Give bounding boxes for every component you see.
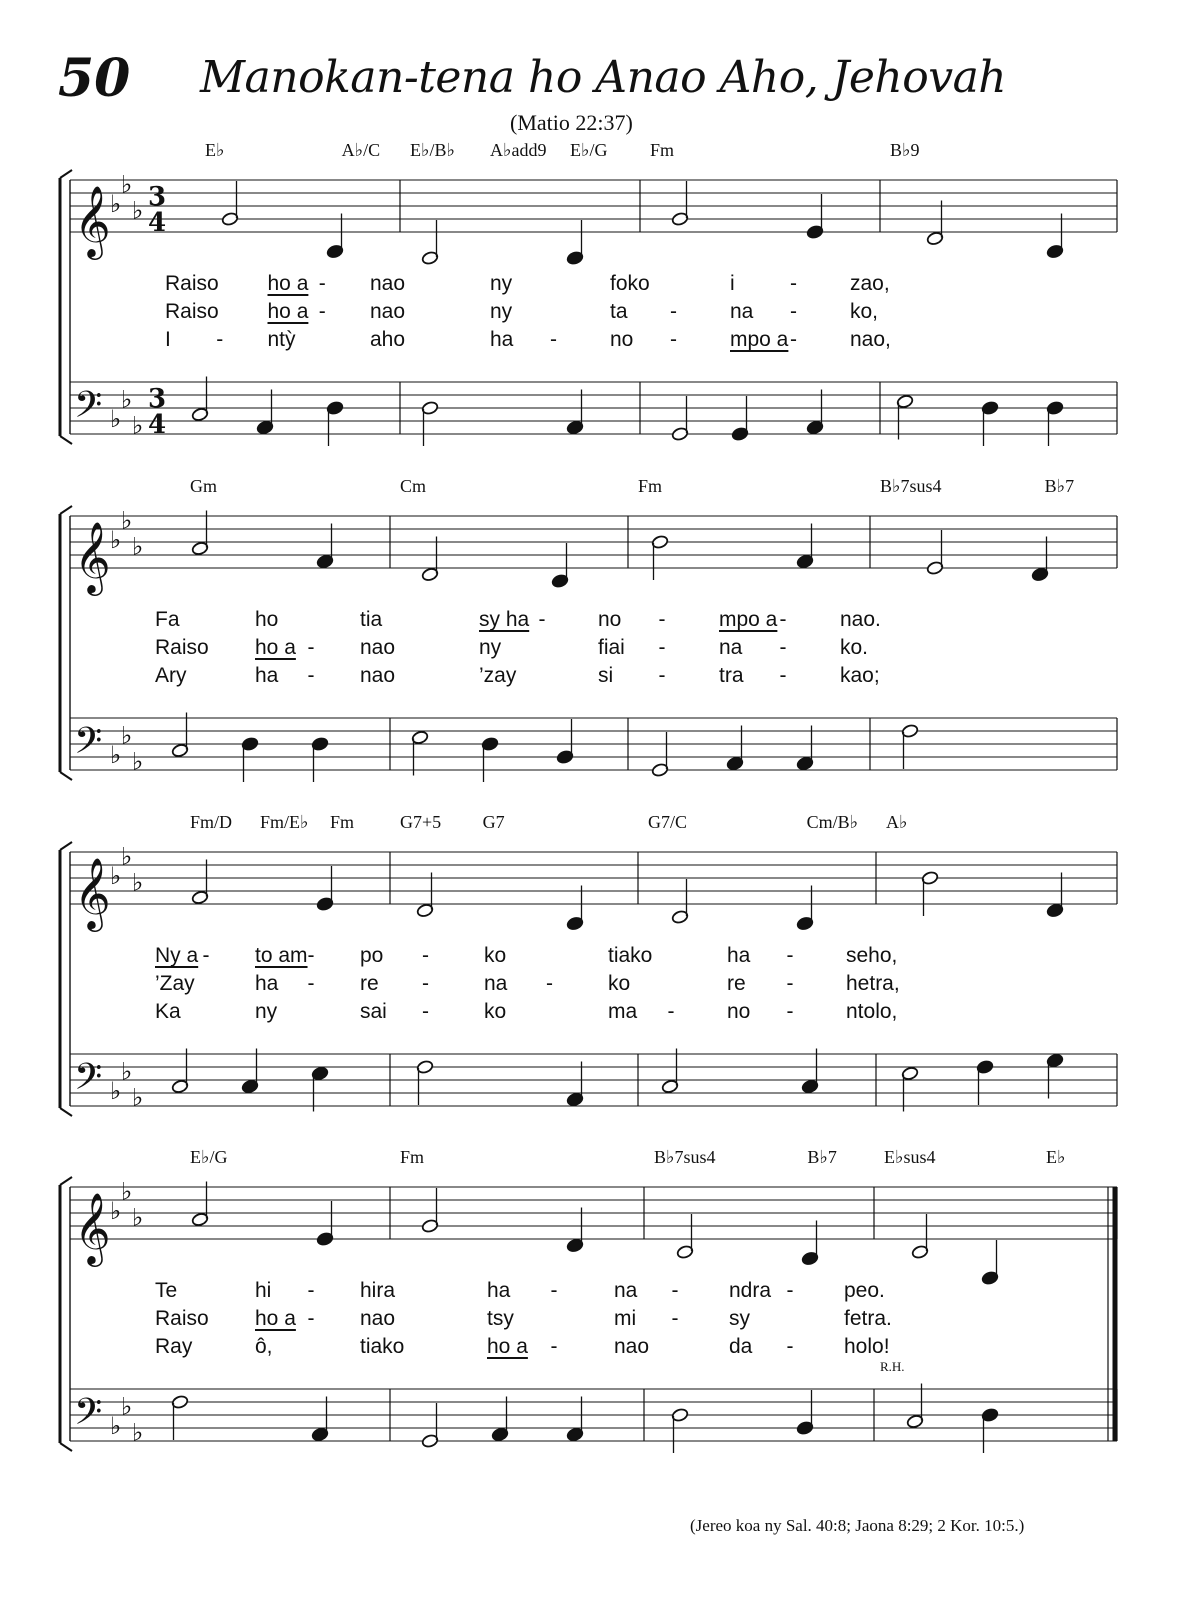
flat-sign: ♭ xyxy=(132,1083,144,1112)
lyric-syllable: - xyxy=(216,328,224,351)
lyric-syllable: - xyxy=(658,664,666,687)
chord-symbol: A♭add9 xyxy=(490,140,547,160)
lyric-syllable: - xyxy=(307,1307,315,1330)
lyric-syllable: tiako xyxy=(360,1335,405,1358)
bass-clef-icon: 𝄢 xyxy=(74,1056,103,1107)
lyric-syllable: peo. xyxy=(844,1279,885,1302)
flat-sign: ♭ xyxy=(121,385,133,414)
lyric-syllable: - xyxy=(790,328,797,351)
lyric-syllable: hira xyxy=(360,1279,396,1302)
lyric-syllable: nao xyxy=(614,1335,650,1358)
chord-symbol: Cm xyxy=(400,476,427,496)
lyric-syllable: ho a xyxy=(255,1307,296,1330)
lyric-syllable: ko xyxy=(484,1000,507,1023)
lyric-syllable: - xyxy=(538,608,546,631)
lyric-syllable: ntỳ xyxy=(267,328,296,351)
lyric-syllable: na xyxy=(484,972,508,995)
lyric-syllable: - xyxy=(670,300,677,323)
system-bracket xyxy=(60,772,72,780)
lyric-syllable: kao; xyxy=(840,664,880,687)
flat-sign: ♭ xyxy=(110,405,122,433)
lyric-syllable: - xyxy=(550,328,557,351)
system-bracket xyxy=(60,436,72,444)
lyric-syllable: - xyxy=(779,608,787,631)
lyric-syllable: ho a xyxy=(255,636,296,659)
system-bracket xyxy=(60,506,72,514)
lyric-syllable: - xyxy=(786,1335,794,1358)
lyric-syllable: Te xyxy=(155,1279,178,1302)
lyric-syllable: ho a xyxy=(487,1335,528,1358)
song-number: 50 xyxy=(58,48,131,109)
lyric-syllable: Ary xyxy=(155,664,187,687)
lyric-syllable: - xyxy=(307,664,315,687)
lyric-syllable: - xyxy=(790,272,797,295)
lyric-syllable: si xyxy=(598,664,614,687)
lyric-syllable: hetra, xyxy=(846,972,900,995)
lyric-syllable: ndra xyxy=(729,1279,772,1302)
flat-sign: ♭ xyxy=(110,741,122,769)
chord-symbol: E♭/G xyxy=(570,140,608,160)
lyric-syllable: ko xyxy=(608,972,631,995)
lyric-syllable: nao xyxy=(360,636,396,659)
lyric-syllable: ho a xyxy=(267,300,309,323)
lyric-syllable: sy ha xyxy=(479,608,530,631)
chord-symbol: G7+5 xyxy=(400,812,442,832)
chord-symbol: B♭7 xyxy=(1044,476,1075,496)
lyric-syllable: no xyxy=(598,608,622,631)
lyric-syllable: - xyxy=(790,300,797,323)
lyric-syllable: ma xyxy=(608,1000,638,1023)
chord-symbol: B♭9 xyxy=(890,140,920,160)
flat-sign: ♭ xyxy=(110,1077,122,1105)
chord-symbol: E♭ xyxy=(205,140,225,160)
lyric-syllable: ’zay xyxy=(479,664,517,687)
chord-symbol: Fm xyxy=(400,1147,425,1167)
chord-symbol: Fm xyxy=(638,476,663,496)
system-bracket xyxy=(60,1108,72,1116)
lyric-syllable: ha xyxy=(490,328,514,351)
lyric-syllable: - xyxy=(318,300,326,323)
lyric-syllable: mi xyxy=(614,1307,637,1330)
lyric-syllable: nao xyxy=(370,300,406,323)
lyric-syllable: - xyxy=(422,972,429,995)
flat-sign: ♭ xyxy=(121,170,133,199)
lyric-syllable: aho xyxy=(370,328,406,351)
bass-clef-icon: 𝄢 xyxy=(74,1391,103,1442)
lyric-syllable: - xyxy=(307,636,315,659)
chord-symbol: Fm/E♭ xyxy=(260,812,309,832)
lyric-syllable: ha xyxy=(255,972,279,995)
lyric-syllable: ny xyxy=(255,1000,278,1023)
song-title: Manokan-tena ho Anao Aho, Jehovah xyxy=(200,52,1007,103)
lyric-syllable: ko, xyxy=(850,300,879,323)
time-signature-top: 3 xyxy=(148,384,167,414)
treble-clef-icon: 𝄞 xyxy=(74,520,111,593)
lyric-syllable: no xyxy=(610,328,634,351)
lyric-syllable: hi xyxy=(255,1279,272,1302)
flat-sign: ♭ xyxy=(121,506,133,535)
flat-sign: ♭ xyxy=(110,526,122,554)
lyric-syllable: nao. xyxy=(840,608,881,631)
lyric-syllable: sy xyxy=(729,1307,750,1330)
lyric-syllable: mpo a xyxy=(719,608,778,631)
flat-sign: ♭ xyxy=(132,196,144,225)
lyric-syllable: - xyxy=(422,944,429,967)
flat-sign: ♭ xyxy=(132,1203,144,1232)
flat-sign: ♭ xyxy=(121,1177,133,1206)
flat-sign: ♭ xyxy=(121,842,133,871)
time-signature-bottom: 4 xyxy=(148,208,167,238)
lyric-syllable: I xyxy=(165,328,171,351)
lyric-syllable: nao xyxy=(360,1307,396,1330)
chord-symbol: G7 xyxy=(482,812,505,832)
lyric-syllable: ny xyxy=(479,636,502,659)
time-signature-top: 3 xyxy=(148,182,167,212)
lyric-syllable: ho xyxy=(255,608,279,631)
lyric-syllable: seho, xyxy=(846,944,898,967)
lyric-syllable: - xyxy=(202,944,210,967)
lyric-syllable: - xyxy=(546,972,553,995)
lyric-syllable: - xyxy=(779,664,787,687)
lyric-syllable: - xyxy=(550,1279,558,1302)
lyric-syllable: - xyxy=(671,1307,679,1330)
treble-clef-icon: 𝄞 xyxy=(74,856,111,929)
lyric-syllable: - xyxy=(422,1000,429,1023)
lyric-syllable: re xyxy=(360,972,379,995)
system-bracket xyxy=(60,1443,72,1451)
chord-symbol: Cm/B♭ xyxy=(806,812,859,832)
lyric-syllable: fetra. xyxy=(844,1307,892,1330)
lyric-syllable: to am xyxy=(255,944,308,967)
lyric-syllable: - xyxy=(671,1279,679,1302)
chord-symbol: Fm xyxy=(650,140,675,160)
lyric-syllable: foko xyxy=(610,272,650,295)
treble-clef-icon: 𝄞 xyxy=(74,184,111,257)
lyric-syllable: - xyxy=(550,1335,558,1358)
flat-sign: ♭ xyxy=(121,1057,133,1086)
lyric-syllable: - xyxy=(670,328,677,351)
lyric-syllable: Raiso xyxy=(165,272,219,295)
flat-sign: ♭ xyxy=(121,721,133,750)
flat-sign: ♭ xyxy=(132,1418,144,1447)
lyric-syllable: na xyxy=(719,636,743,659)
chord-symbol: B♭7 xyxy=(807,1147,837,1167)
lyric-syllable: holo! xyxy=(844,1335,890,1358)
lyric-syllable: Raiso xyxy=(155,636,209,659)
flat-sign: ♭ xyxy=(110,862,122,890)
lyric-syllable: ntolo, xyxy=(846,1000,898,1023)
lyric-syllable: tia xyxy=(360,608,383,631)
time-signature-bottom: 4 xyxy=(148,410,167,440)
flat-sign: ♭ xyxy=(110,190,122,218)
lyric-syllable: - xyxy=(658,636,666,659)
lyric-syllable: - xyxy=(667,1000,675,1023)
flat-sign: ♭ xyxy=(110,1197,122,1225)
lyric-syllable: ha xyxy=(727,944,751,967)
chord-symbol: B♭7sus4 xyxy=(654,1147,716,1167)
lyric-syllable: ’Zay xyxy=(155,972,195,995)
lyric-syllable: ho a xyxy=(267,272,309,295)
lyric-syllable: nao xyxy=(370,272,406,295)
chord-symbol: Fm/D xyxy=(190,812,233,832)
lyric-syllable: ta xyxy=(610,300,628,323)
lyric-syllable: sai xyxy=(360,1000,387,1023)
lyric-syllable: na xyxy=(730,300,754,323)
lyric-syllable: Raiso xyxy=(165,300,219,323)
lyric-syllable: - xyxy=(307,972,315,995)
chord-symbol: Fm xyxy=(330,812,355,832)
lyric-syllable: da xyxy=(729,1335,753,1358)
lyric-syllable: - xyxy=(786,1000,794,1023)
flat-sign: ♭ xyxy=(110,1412,122,1440)
footer-references: (Jereo koa ny Sal. 40:8; Jaona 8:29; 2 Kor. 10:5.) xyxy=(690,1516,1025,1535)
lyric-syllable: mpo a xyxy=(730,328,789,351)
lyric-syllable: - xyxy=(786,944,794,967)
treble-clef-icon: 𝄞 xyxy=(74,1191,111,1264)
lyric-syllable: ha xyxy=(255,664,279,687)
flat-sign: ♭ xyxy=(132,747,144,776)
chord-symbol: Gm xyxy=(190,476,217,496)
lyric-syllable: zao, xyxy=(850,272,890,295)
lyric-syllable: no xyxy=(727,1000,751,1023)
lyric-syllable: Ray xyxy=(155,1335,193,1358)
lyric-syllable: - xyxy=(658,608,666,631)
lyric-syllable: i xyxy=(730,272,735,295)
system-bracket xyxy=(60,170,72,178)
lyric-syllable: ny xyxy=(490,272,513,295)
chord-symbol: A♭/C xyxy=(341,140,381,160)
lyric-syllable: tsy xyxy=(487,1307,514,1330)
flat-sign: ♭ xyxy=(132,868,144,897)
lyric-syllable: Raiso xyxy=(155,1307,209,1330)
lyric-syllable: po xyxy=(360,944,384,967)
chord-symbol: A♭ xyxy=(886,812,908,832)
chord-symbol: E♭/B♭ xyxy=(410,140,455,160)
lyric-syllable: - xyxy=(307,944,315,967)
lyric-syllable: ko. xyxy=(840,636,869,659)
chord-symbol: E♭sus4 xyxy=(884,1147,936,1167)
lyric-syllable: - xyxy=(307,1279,315,1302)
flat-sign: ♭ xyxy=(132,411,144,440)
lyric-syllable: - xyxy=(318,272,326,295)
scripture-reference: (Matio 22:37) xyxy=(510,110,633,135)
lyric-syllable: re xyxy=(727,972,746,995)
lyric-syllable: tiako xyxy=(608,944,653,967)
lyric-syllable: - xyxy=(786,1279,794,1302)
bass-clef-icon: 𝄢 xyxy=(74,384,103,435)
chord-symbol: E♭/G xyxy=(190,1147,228,1167)
lyric-syllable: ko xyxy=(484,944,507,967)
lyric-syllable: ny xyxy=(490,300,513,323)
lyric-syllable: ô, xyxy=(255,1335,273,1358)
chord-symbol: B♭7sus4 xyxy=(880,476,942,496)
lyric-syllable: nao, xyxy=(850,328,891,351)
lyric-syllable: - xyxy=(779,636,787,659)
chord-symbol: G7/C xyxy=(648,812,688,832)
system-bracket xyxy=(60,1177,72,1185)
system-bracket xyxy=(60,842,72,850)
right-hand-marking: R.H. xyxy=(880,1359,905,1374)
flat-sign: ♭ xyxy=(121,1392,133,1421)
lyric-syllable: tra xyxy=(719,664,744,687)
lyric-syllable: nao xyxy=(360,664,396,687)
lyric-syllable: fiai xyxy=(598,636,625,659)
lyric-syllable: Ny a xyxy=(155,944,199,967)
lyric-syllable: - xyxy=(786,972,794,995)
lyric-syllable: na xyxy=(614,1279,638,1302)
bass-clef-icon: 𝄢 xyxy=(74,720,103,771)
lyric-syllable: Ka xyxy=(155,1000,181,1023)
chord-symbol: E♭ xyxy=(1046,1147,1066,1167)
flat-sign: ♭ xyxy=(132,532,144,561)
lyric-syllable: Fa xyxy=(155,608,180,631)
lyric-syllable: ha xyxy=(487,1279,511,1302)
